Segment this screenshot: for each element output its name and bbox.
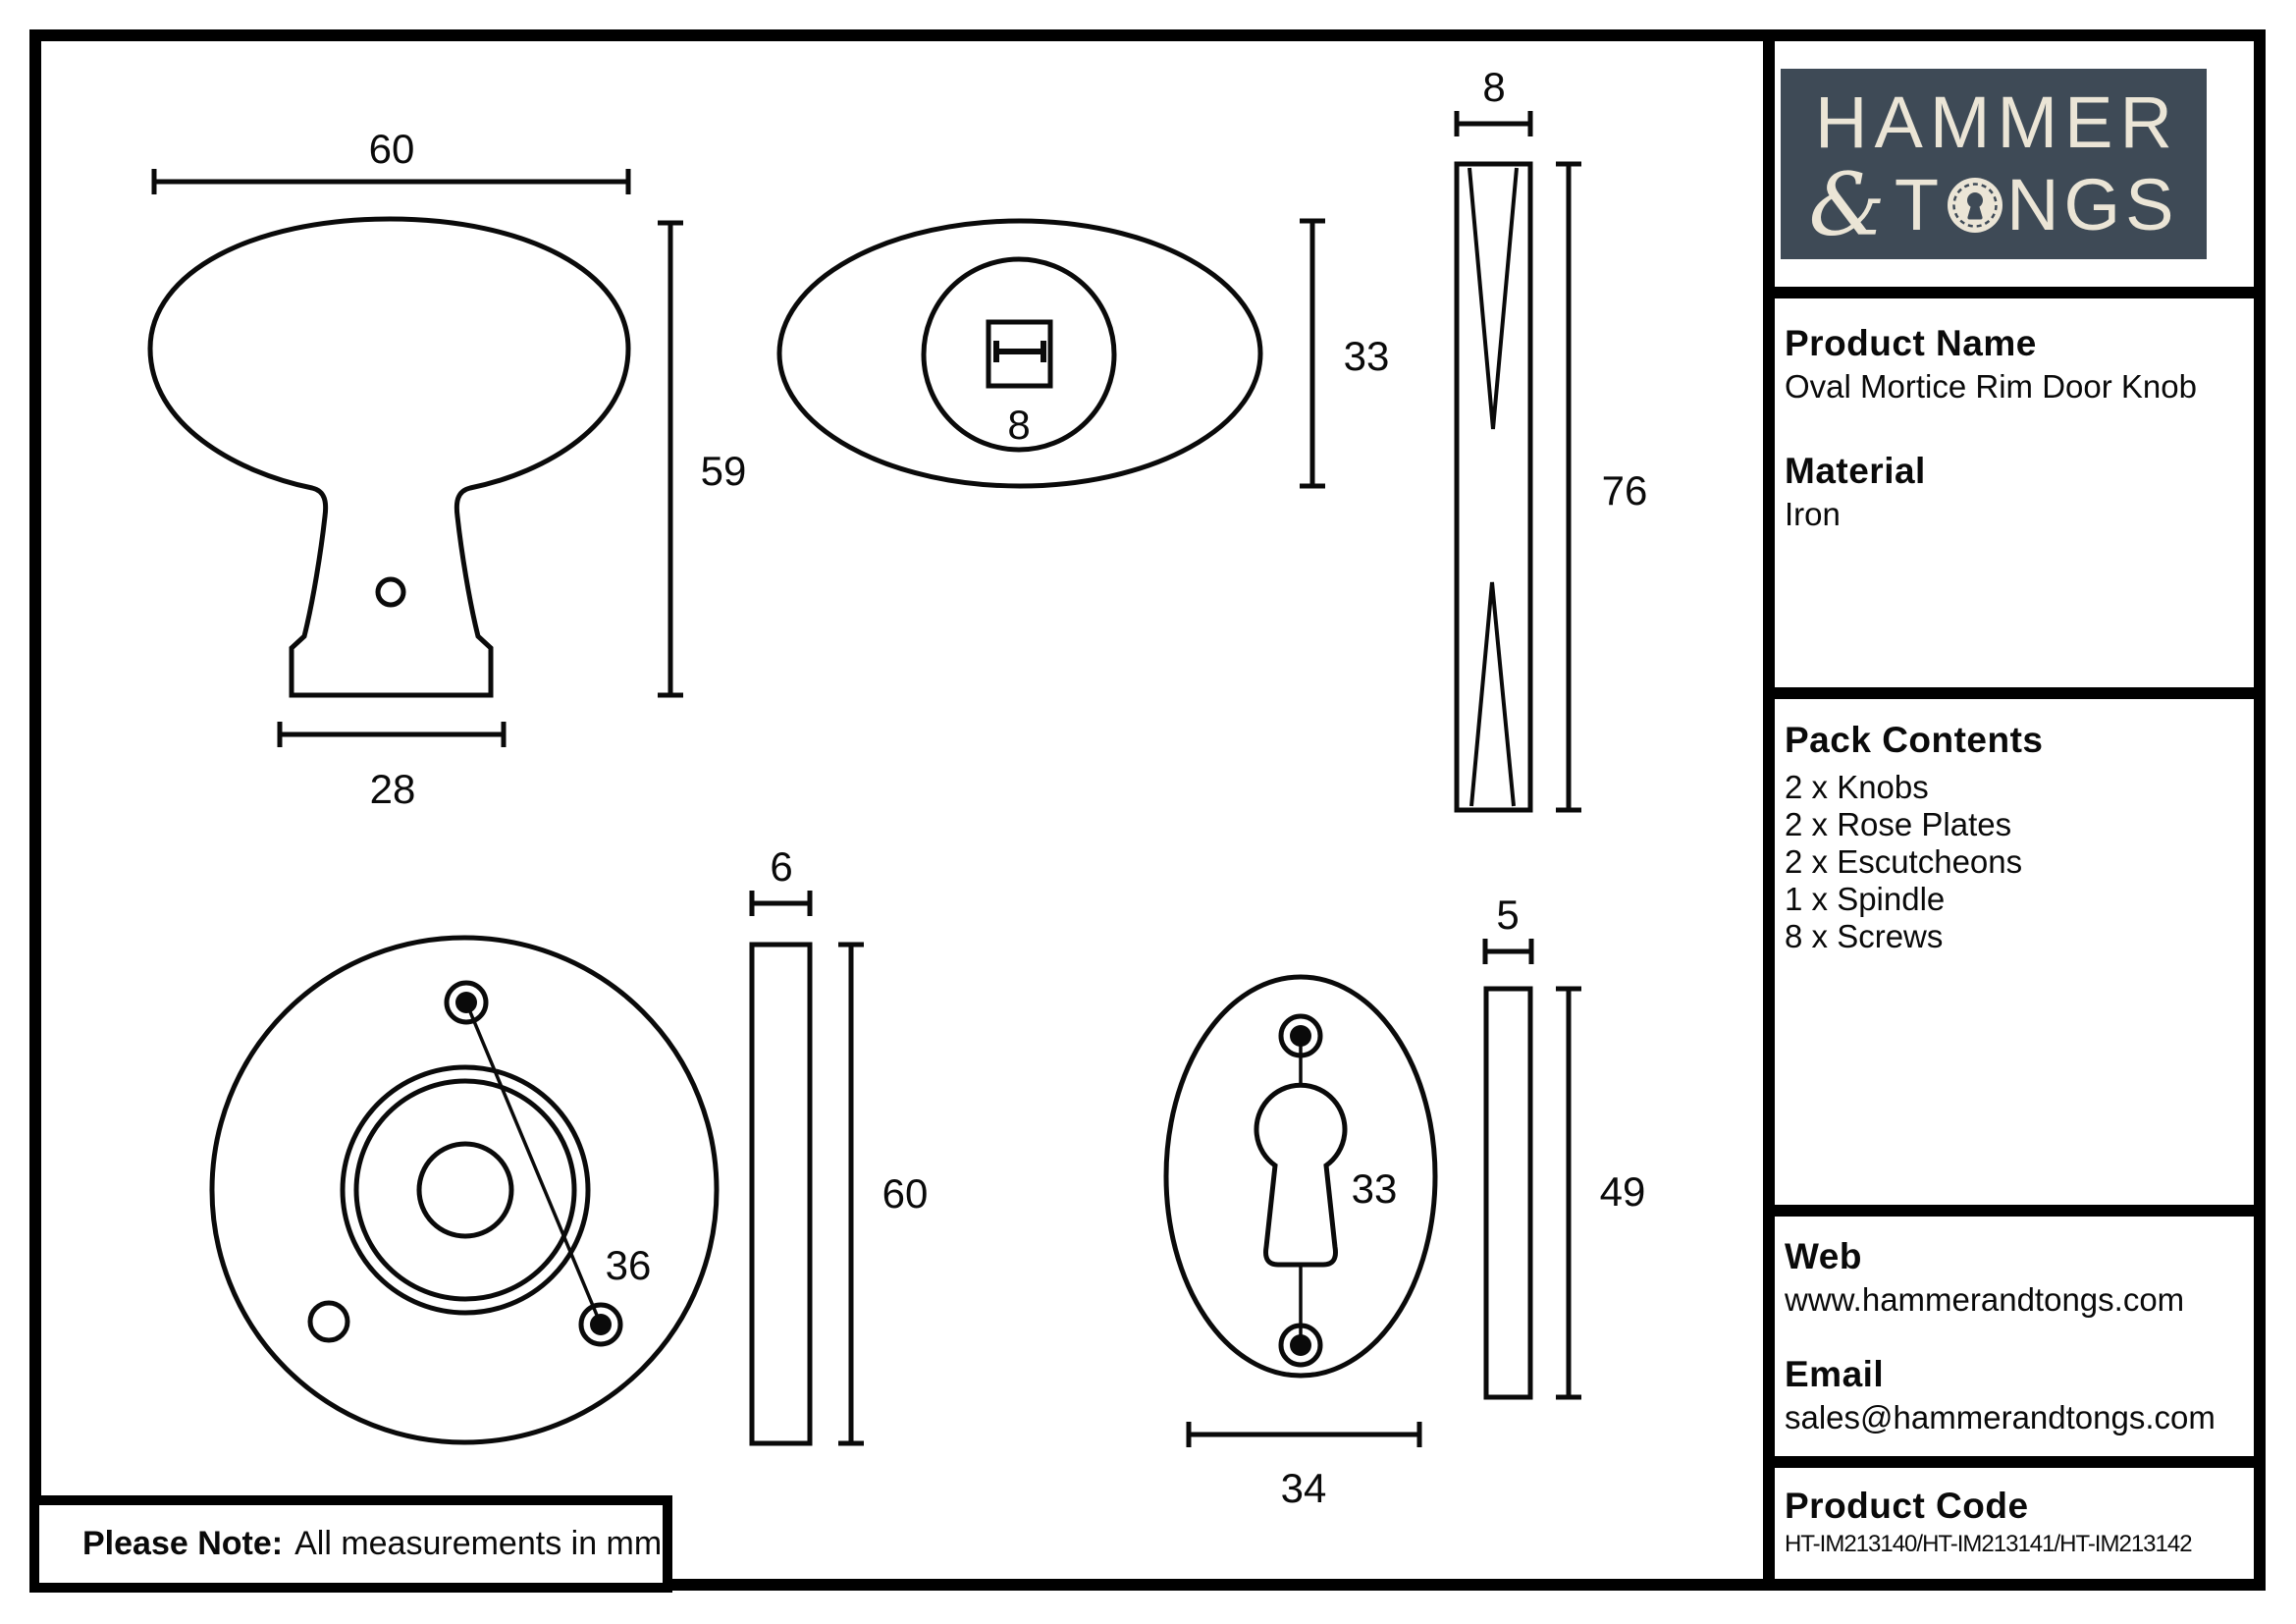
dim-label-escutcheon-thickness: 5 bbox=[1496, 892, 1520, 938]
dim-label-spindle-width: 8 bbox=[1482, 64, 1506, 110]
sidebar-divider bbox=[1763, 29, 1775, 1591]
escutcheon-front-view bbox=[1166, 977, 1435, 1511]
dim-label-escutcheon-height: 49 bbox=[1599, 1168, 1646, 1215]
keyhole bbox=[1256, 1085, 1345, 1265]
brand-logo bbox=[1781, 69, 2207, 259]
brand-name-top: HAMMER bbox=[1815, 81, 2179, 163]
rose-boss-inner bbox=[356, 1081, 574, 1299]
email-label: Email bbox=[1785, 1354, 1885, 1394]
web-label: Web bbox=[1785, 1236, 1862, 1276]
product-code-panel bbox=[1777, 1486, 2262, 1558]
dim-label-rose-screw-spacing: 36 bbox=[605, 1242, 652, 1288]
pack-item: 8 x Screws bbox=[1785, 918, 1944, 954]
pack-item: 2 x Rose Plates bbox=[1785, 806, 2012, 842]
measurements-note bbox=[29, 1495, 672, 1593]
pack-contents-label: Pack Contents bbox=[1785, 720, 2044, 760]
dim-label-spindle-length: 76 bbox=[1601, 467, 1648, 514]
knob-front-view bbox=[779, 221, 1389, 486]
grub-screw-hole bbox=[378, 579, 403, 605]
dim-spindle-length bbox=[1556, 164, 1647, 810]
spindle-view bbox=[1457, 64, 1647, 810]
brand-name-bottom bbox=[1808, 153, 2179, 255]
pack-item: 1 x Spindle bbox=[1785, 881, 1946, 917]
rose-outline bbox=[212, 938, 717, 1442]
product-name-value: Oval Mortice Rim Door Knob bbox=[1785, 368, 2197, 405]
dim-knob-base-width bbox=[280, 722, 504, 812]
rose-screw-hole-bottom bbox=[581, 1305, 620, 1344]
dim-label-knob-height: 59 bbox=[700, 448, 747, 494]
contact-panel bbox=[1777, 1236, 2262, 1436]
product-code-label: Product Code bbox=[1785, 1486, 2029, 1526]
pack-item: 2 x Knobs bbox=[1785, 769, 1929, 805]
rose-screw-hole-top bbox=[447, 983, 486, 1022]
pack-item: 2 x Escutcheons bbox=[1785, 843, 2023, 880]
web-value: www.hammerandtongs.com bbox=[1785, 1281, 2185, 1318]
dim-rose-thickness bbox=[752, 843, 810, 916]
product-name-label: Product Name bbox=[1785, 323, 2037, 363]
dim-knob-height bbox=[658, 223, 746, 695]
dim-spindle-width bbox=[1457, 64, 1530, 136]
rose-side-outline bbox=[752, 945, 810, 1443]
rose-centre-hole bbox=[419, 1144, 511, 1236]
dim-rose-diameter bbox=[838, 945, 928, 1443]
spindle-outline bbox=[1457, 164, 1530, 810]
spindle-taper-top bbox=[1469, 168, 1517, 429]
material-label: Material bbox=[1785, 451, 1926, 491]
rose-plate-side-view bbox=[752, 843, 928, 1443]
escutcheon-side-view bbox=[1485, 892, 1645, 1397]
dim-label-knob-base-width: 28 bbox=[369, 766, 416, 812]
spindle-hole-dim-marker bbox=[996, 341, 1043, 362]
sidebar-divider-1 bbox=[1763, 287, 2266, 298]
spindle-taper-bottom bbox=[1471, 582, 1514, 806]
note-label: Please Note: bbox=[82, 1525, 284, 1562]
brand-ngs: NGS bbox=[2006, 164, 2179, 245]
brand-t: T bbox=[1894, 164, 1945, 245]
sidebar-divider-3 bbox=[1763, 1205, 2266, 1217]
dim-label-rose-thickness: 6 bbox=[770, 843, 793, 890]
dim-label-spindle-hole: 8 bbox=[1007, 402, 1031, 448]
knob-outline bbox=[150, 219, 628, 695]
brand-ampersand: & bbox=[1808, 153, 1891, 255]
sidebar-divider-4 bbox=[1763, 1456, 2266, 1468]
pack-contents-list bbox=[1785, 769, 2262, 955]
dim-label-knob-width: 60 bbox=[368, 126, 415, 172]
pack-contents-panel bbox=[1777, 720, 2262, 955]
dim-label-rose-diameter: 60 bbox=[881, 1170, 929, 1217]
dim-label-knob-face-height: 33 bbox=[1343, 333, 1390, 379]
dim-label-escutcheon-keyhole-height: 33 bbox=[1351, 1165, 1398, 1212]
sidebar-divider-2 bbox=[1763, 687, 2266, 699]
note-text: All measurements in mm bbox=[294, 1525, 663, 1562]
rose-pin-hole bbox=[310, 1303, 347, 1340]
email-value: sales@hammerandtongs.com bbox=[1785, 1399, 2216, 1435]
rose-plate-front-view bbox=[212, 938, 717, 1442]
dim-escutcheon-thickness bbox=[1485, 892, 1531, 964]
dim-escutcheon-height bbox=[1556, 989, 1645, 1397]
dim-knob-face-height bbox=[1300, 221, 1389, 486]
dim-knob-width bbox=[154, 126, 628, 194]
product-panel bbox=[1777, 323, 2262, 533]
escutcheon-side-outline bbox=[1486, 989, 1530, 1397]
product-code-value: HT-IM213140/HT-IM213141/HT-IM213142 bbox=[1785, 1531, 2192, 1557]
rose-boss-outer bbox=[343, 1067, 588, 1313]
keyhole-icon bbox=[1947, 177, 2003, 234]
dim-escutcheon-width bbox=[1189, 1422, 1419, 1511]
material-value: Iron bbox=[1785, 496, 1841, 532]
dim-label-escutcheon-width: 34 bbox=[1280, 1465, 1327, 1511]
knob-side-view bbox=[150, 126, 746, 812]
